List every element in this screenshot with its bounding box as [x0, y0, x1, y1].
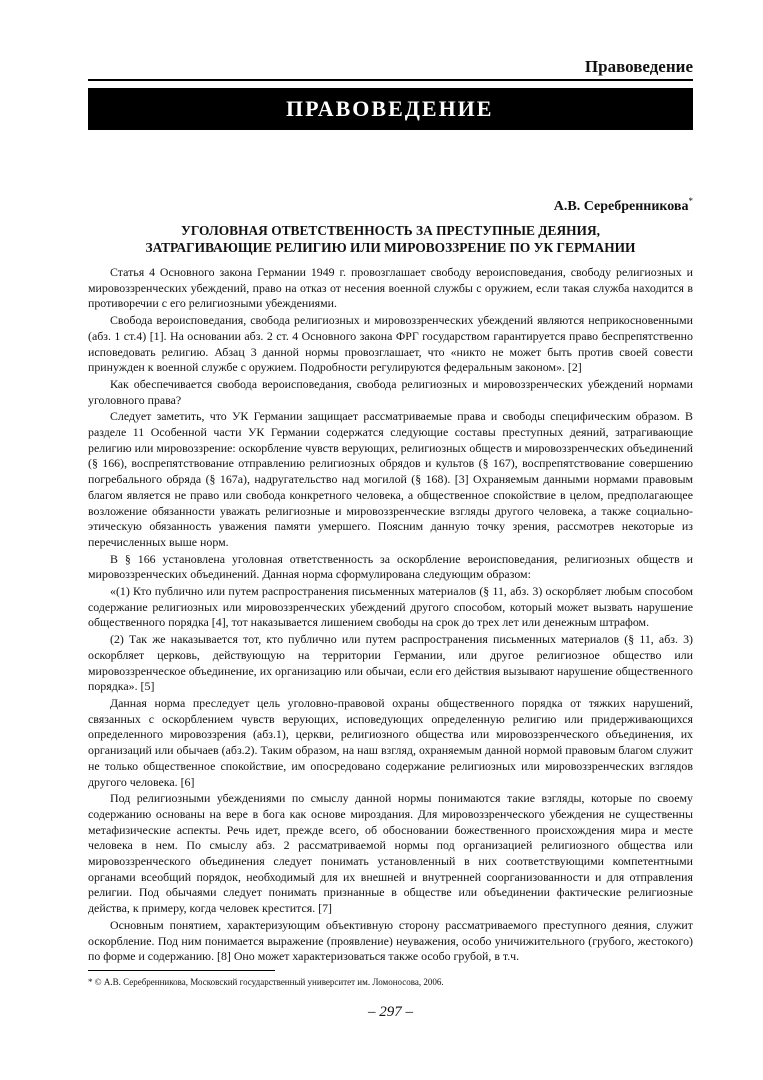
footnote-divider: [88, 970, 275, 971]
running-head: Правоведение: [88, 57, 693, 81]
author-name: А.В. Серебренникова: [553, 199, 689, 214]
article-title-line-2: ЗАТРАГИВАЮЩИЕ РЕЛИГИЮ ИЛИ МИРОВОЗЗРЕНИЕ ПО УК ГЕРМАНИИ: [145, 240, 636, 255]
paragraph: Следует заметить, что УК Германии защищает рассматриваемые права и свободы специфическим образом. В разделе 11 Особенной части УК Германии содержатся следующие составы преступных деяний, затрагивающие религию или мировоззрение: оскорбление чувств верующих, религиозных обществ и мировоззренческих объединений (§ 166), воспрепятствование отправлению религиозных обрядов и культов (§ 167), воспрепятствование совершению погребального обряда (§ 167а), надругательство над могилой (§ 168). [3] Охраняемым данными нормами правовым благом является не право или свобода конкретного человека, а общественное спокойствие в целом, предполагающее возложение обязанности уважать религиозные и мировоззренческие взгляды другого человека, а также социально-этическую обязанность уважения памяти умершего. Поясним данную точку зрения, рассмотрев некоторые из перечисленных выше норм.: [88, 409, 693, 549]
article-body: [88, 265, 693, 965]
paragraph: Как обеспечивается свобода вероисповедания, свобода религиозных и мировоззренческих убеждений нормами уголовного права?: [88, 376, 693, 407]
page-number: – 297 –: [368, 1004, 413, 1020]
section-banner: ПРАВОВЕДЕНИЕ: [88, 88, 693, 130]
footnote: * © А.В. Серебренникова, Московский государственный университет им. Ломоносова, 2006.: [88, 977, 444, 987]
paragraph: Данная норма преследует цель уголовно-правовой охраны общественного порядка от тяжких нарушений, связанных с оскорблением чувств верующих, исповедующих определенную религию или придерживающихся определенного мировоззрения (абз.1), церкви, религиозного общества или мировоззренческого объединения, их организаций или обычаев (абз.2). Таким образом, на наш взгляд, охраняемым данной нормой правовым благом служит не только общественное спокойствие, им опосредовано содержание религиозных или мировоззренческих взглядов другого человека. [6]: [88, 695, 693, 789]
quote-paragraph: «(1) Кто публично или путем распространения письменных материалов (§ 11, абз. 3) оскорбляет любым способом содержание религиозных или мировоззренческих убеждений другого способом, который может вызвать нарушение общественного порядка [4], тот наказывается лишением свободы на срок до трех лет или денежным штрафом.: [88, 584, 693, 630]
paragraph: Свобода вероисповедания, свобода религиозных и мировоззренческих убеждений являются неприкосновенными (абз. 1 ст.4) [1]. На основании абз. 2 ст. 4 Основного закона ФРГ государством гарантируется право беспрепятственно исповедовать религию. Абзац 3 данной нормы провозглашает, что «никто не может быть против своей совести принужден к военной службе с оружием. Подробности регулируются федеральным законом». [2]: [88, 313, 693, 375]
paragraph: Статья 4 Основного закона Германии 1949 г. провозглашает свободу вероисповедания, свободу религиозных и мировоззренческих убеждений, право на отказ от несения военной службы с оружием, если такая служба находится в противоречии с его религиозными убеждениями.: [88, 265, 693, 311]
article-title: [88, 222, 693, 256]
author-line: [88, 198, 693, 216]
quote-paragraph: (2) Так же наказывается тот, кто публично или путем распространения письменных материалов (§ 11, абз. 3) оскорбляет церковь, действующую на территории Германии, или другое религиозное общество или мировоззренческое объединение, их организацию или обычаи, если его действия вызывают нарушение общественного порядка». [5]: [88, 632, 693, 694]
article-title-line-1: УГОЛОВНАЯ ОТВЕТСТВЕННОСТЬ ЗА ПРЕСТУПНЫЕ ДЕЯНИЯ,: [181, 223, 600, 238]
paragraph: Основным понятием, характеризующим объективную сторону рассматриваемого преступного деяния, служит оскорбление. Под ним понимается выражение (проявление) неуважения, особо уничижительного (грубого, жестокого) по форме и содержанию. [8] Оно может характеризоваться также особо грубой, в т.ч.: [88, 917, 693, 964]
paragraph: В § 166 установлена уголовная ответственность за оскорбление вероисповедания, религиозных обществ и мировоззренческих объединений. Данная норма сформулирована следующим образом:: [88, 551, 693, 582]
paragraph: Под религиозными убеждениями по смыслу данной нормы понимаются такие взгляды, которые по своему содержанию основаны на вере в бога как основе мироздания. Для мировоззренческого убеждения не существенны метафизические аспекты. Речь идет, прежде всего, об обосновании божественного происхождения мира и месте человека в нем. По смыслу абз. 2 рассматриваемой нормы под организацией религиозного общества или мировоззренческого объединения следует понимать установленный в них соответствующими компетентными органами всеобщий порядок, необходимый для их внешней и внутренней соорганизованности и для отправления религии. Под обычаями следует понимать признанные в обществе или объединении фактические религиозные действа, к примеру, когда человек крестится. [7]: [88, 791, 693, 916]
author-footnote-mark: *: [688, 196, 693, 206]
